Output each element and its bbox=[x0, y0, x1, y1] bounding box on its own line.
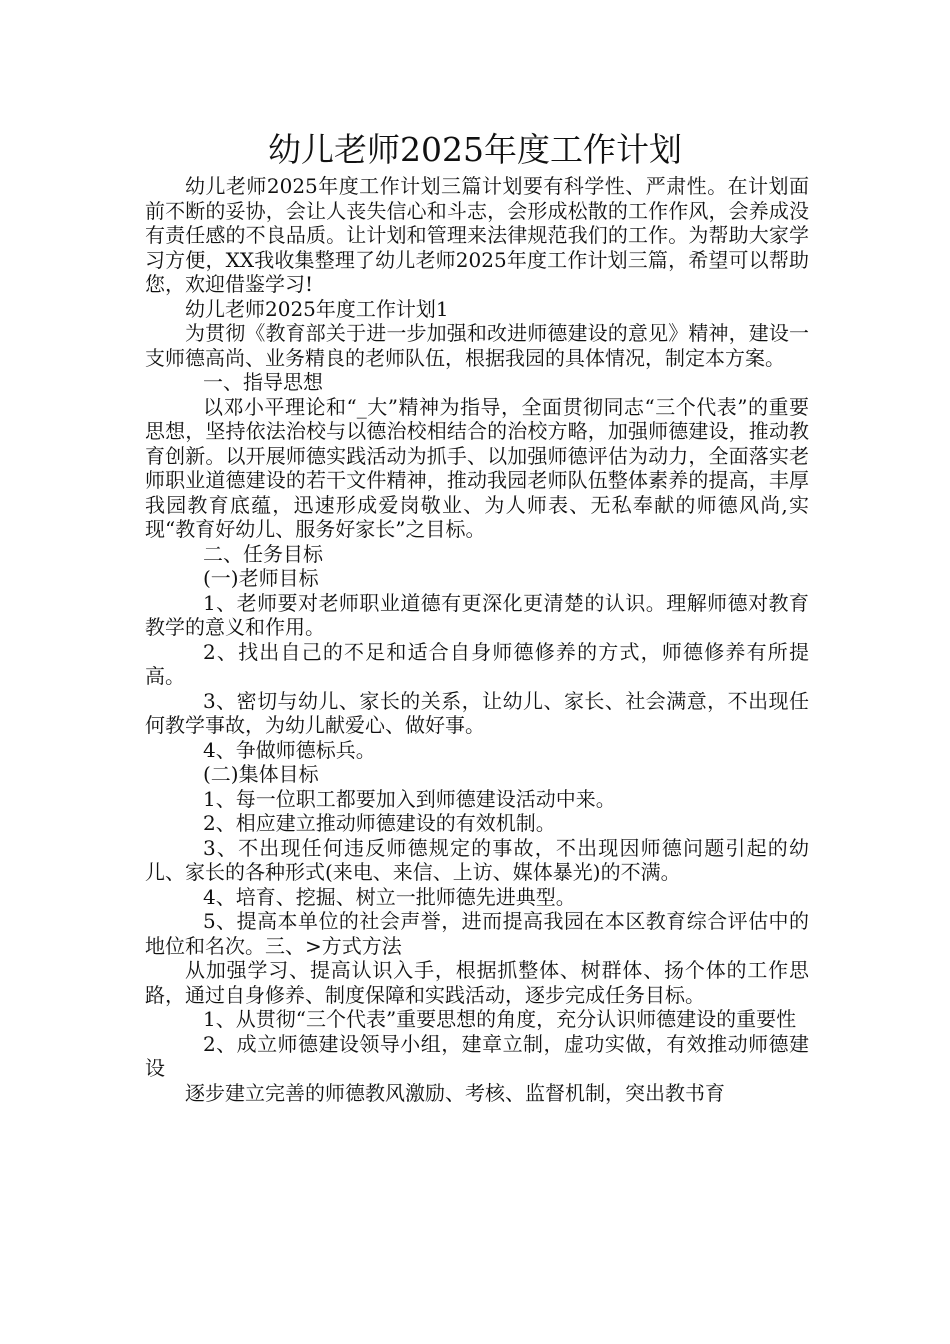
subheading-teacher-goals: (一)老师目标 bbox=[203, 566, 319, 590]
list-item: 2、找出自己的不足和适合自身师德修养的方式，师德修养有所提高。 bbox=[145, 639, 809, 688]
section-heading-guiding-thought: 一、指导思想 bbox=[203, 370, 323, 394]
list-item: 4、争做师德标兵。 bbox=[203, 737, 376, 762]
paragraph-plan-heading: 幼儿老师2025年度工作计划1 bbox=[185, 296, 449, 321]
document-title: 幼儿老师2025年度工作计划 bbox=[268, 130, 682, 169]
paragraph-purpose: 为贯彻《教育部关于进一步加强和改进师德建设的意见》精神，建设一支师德高尚、业务精良的老师队伍，根据我园的具体情况，制定本方案。 bbox=[145, 321, 809, 370]
paragraph-methods: 从加强学习、提高认识入手，根据抓整体、树群体、扬个体的工作思路，通过自身修养、制度保障和实践活动，逐步完成任务目标。 bbox=[145, 958, 809, 1007]
list-item: 4、培育、挖掘、树立一批师德先进典型。 bbox=[203, 884, 576, 909]
list-item: 1、每一位职工都要加入到师德建设活动中来。 bbox=[203, 786, 616, 811]
list-item: 2、成立师德建设领导小组，建章立制，虚功实做，有效推动师德建设 bbox=[145, 1031, 809, 1080]
subheading-collective-goals: (二)集体目标 bbox=[203, 762, 319, 786]
section-heading-task-goals: 二、任务目标 bbox=[203, 541, 323, 566]
paragraph-intro: 幼儿老师2025年度工作计划三篇计划要有科学性、严肃性。在计划面前不断的妥协，会让人丧失信心和斗志，会形成松散的工作作风，会养成没有责任感的不良品质。让计划和管理来法律规范我们的工作。为帮助大家学习方便，XX我收集整理了幼儿老师2025年度工作计划三篇，希望可以帮助您，欢迎借鉴学习! bbox=[145, 174, 809, 296]
list-item: 3、密切与幼儿、家长的关系，让幼儿、家长、社会满意，不出现任何教学事故，为幼儿献爱心、做好事。 bbox=[145, 688, 809, 737]
paragraph-guiding-thought: 以邓小平理论和“_大”精神为指导，全面贯彻同志“三个代表”的重要思想，坚持依法治校与以德治校相结合的治校方略，加强师德建设，推动教育创新。以开展师德实践活动为抓手、以加强师德评估为动力，全面落实老师职业道德建设的若干文件精神，推动我园老师队伍整体素养的提高，丰厚我园教育底蕴，迅速形成爱岗敬业、为人师表、无私奉献的师德风尚,实现“教育好幼儿、服务好家长”之目标。 bbox=[145, 394, 809, 541]
list-item: 1、老师要对老师职业道德有更深化更清楚的认识。理解师德对教育教学的意义和作用。 bbox=[145, 590, 809, 639]
list-item: 5、提高本单位的社会声誉，进而提高我园在本区教育综合评估中的地位和名次。三、>方式方法 bbox=[145, 909, 809, 958]
document-body bbox=[145, 174, 809, 1105]
list-item: 2、相应建立推动师德建设的有效机制。 bbox=[203, 811, 556, 835]
paragraph-mechanism: 逐步建立完善的师德教风激励、考核、监督机制，突出教书育 bbox=[185, 1080, 725, 1105]
list-item: 3、不出现任何违反师德规定的事故，不出现因师德问题引起的幼儿、家长的各种形式(来电、来信、上访、媒体暴光)的不满。 bbox=[145, 835, 809, 884]
list-item: 1、从贯彻“三个代表”重要思想的角度，充分认识师德建设的重要性 bbox=[203, 1007, 797, 1031]
